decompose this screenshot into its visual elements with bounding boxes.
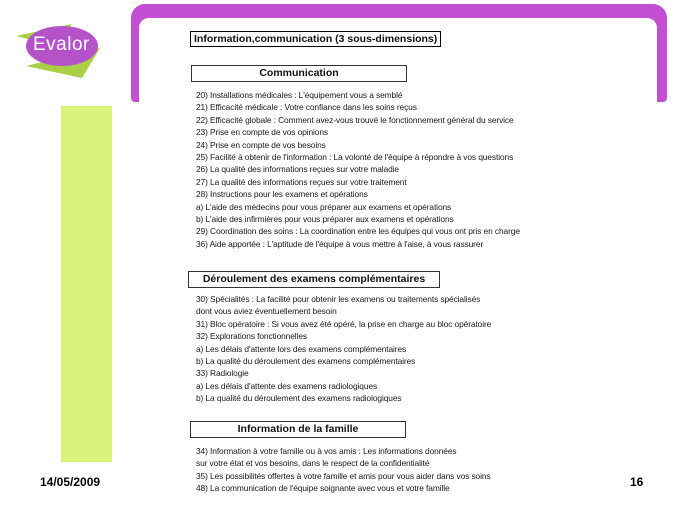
list-item: 33) Radiologie bbox=[196, 368, 249, 379]
slide-date: 14/05/2009 bbox=[40, 475, 101, 489]
list-item: 36) Aide apportée : L'aptitude de l'équipe à vous mettre à l'aise, à vous rassurer bbox=[196, 238, 484, 249]
list-item: 27) La qualité des informations reçues sur votre traitement bbox=[196, 176, 407, 187]
list-item: a) L'aide des médecins pour vous préparer aux examens et opérations bbox=[196, 201, 452, 212]
list-item: 25) Facilité à obtenir de l'information : La volonté de l'équipe à répondre à vos questions bbox=[196, 152, 514, 163]
list-item: a) Les délais d'attente des examens radiologiques bbox=[196, 380, 378, 391]
section-header-communication: Communication bbox=[191, 65, 407, 82]
list-item: 30) Spécialités : La facilité pour obtenir les examens ou traitements spécialisés bbox=[196, 294, 481, 304]
list-item: 31) Bloc opératoire : Si vous avez été opéré, la prise en charge au bloc opératoire bbox=[196, 318, 492, 329]
list-item: 23) Prise en compte de vos opinions bbox=[196, 127, 328, 138]
list-item: a) Les délais d'attente lors des examens complémentaires bbox=[196, 343, 407, 354]
page-title: Information,communication (3 sous-dimensions) bbox=[190, 31, 441, 47]
list-item: 28) Instructions pour les examens et opérations bbox=[196, 189, 368, 200]
list-item: b) La qualité du déroulement des examens complémentaires bbox=[196, 356, 416, 367]
communication-list bbox=[196, 89, 520, 250]
logo-text: Evalor bbox=[33, 34, 90, 55]
list-item: 48) La communication de l'équipe soignante avec vous et votre famille bbox=[196, 483, 450, 494]
slide-number: 16 bbox=[630, 475, 644, 489]
list-item: 34) Information à votre famille ou à vos amis : Les informations données bbox=[196, 446, 457, 456]
list-item: 20) Installations médicales : L'équipement vous a semblé bbox=[196, 90, 403, 100]
side-accent-bar bbox=[61, 106, 112, 462]
list-item: 35) Les possibilités offertes à votre famille et amis pour vous aider dans vos soins bbox=[196, 470, 491, 481]
list-item: 22) Efficacité globale : Comment avez-vous trouvé le fonctionnement général du service bbox=[196, 114, 514, 125]
list-item: 26) La qualité des informations reçues sur votre maladie bbox=[196, 164, 399, 175]
list-item: 29) Coordination des soins : La coordination entre les équipes qui vous ont pris en charge bbox=[196, 226, 520, 237]
section-header-examens: Déroulement des examens complémentaires bbox=[188, 271, 440, 288]
list-item: sur votre état et vos besoins, dans le respect de la confidentialité bbox=[196, 458, 430, 469]
list-item: 24) Prise en compte de vos besoins bbox=[196, 139, 326, 150]
famille-list bbox=[196, 445, 491, 495]
list-item: dont vous aviez éventuellement besoin bbox=[196, 306, 337, 317]
list-item: b) La qualité du déroulement des examens radiologiques bbox=[196, 393, 402, 404]
list-item: 21) Efficacité médicale : Votre confiance dans les soins reçus bbox=[196, 102, 417, 113]
section-header-famille: Information de la famille bbox=[190, 421, 406, 438]
list-item: 32) Explorations fonctionnelles bbox=[196, 331, 307, 342]
examens-list bbox=[196, 293, 491, 405]
list-item: b) L'aide des infirmières pour vous préparer aux examens et opérations bbox=[196, 214, 454, 225]
